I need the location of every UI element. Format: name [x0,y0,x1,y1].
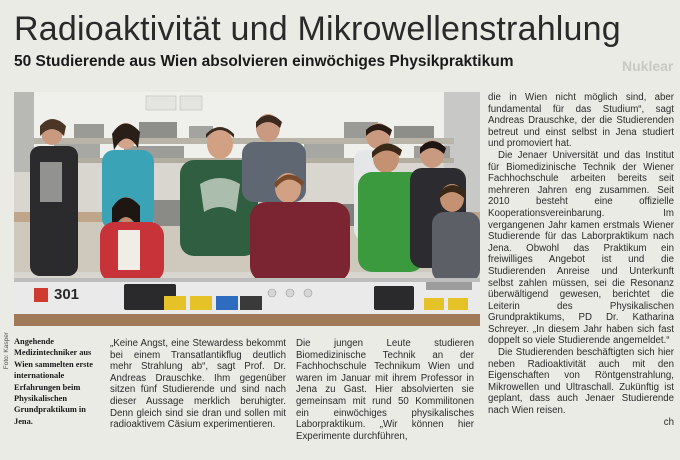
photo-credit: Foto: Kasper [3,332,10,370]
article-photo [14,92,480,326]
article-subtitle: 50 Studierende aus Wien absolvieren einwöchiges Physikpraktikum [14,53,514,70]
next-article-headline-fragment: Nuklear [622,58,674,74]
room-number-label: 301 [54,286,80,303]
paragraph: Die jungen Leute studieren Biomedizinische Technik an der Fachhochschule Technikum Wien und waren im Januar mit ihrem Professor in Jena zu Gast. Hier absolvierten sie gemeinsam mit rund 50 Kommilitonen ein einwöchiges physikalisches Laborpraktikum. „Wir können hier Experimente durchführen, [296,338,474,442]
column-end-mark: ch [663,416,674,428]
article-column-2 [296,338,474,442]
article-title: Radioaktivität und Mikrowellenstrahlung [14,10,621,48]
paragraph: die in Wien nicht möglich sind, aber fundamental für das Studium“, sagt Andreas Drauschke, der die Studierenden betreut und einst selbst in Jena studiert und promoviert hat. [488,92,674,150]
paragraph: „Keine Angst, eine Stewardess bekommt bei einem Transatlantikflug deutlich mehr Strahlung ab“, sagt Prof. Dr. Andreas Drauschke. Ihm gegenüber sitzen fünf Studierende und sind nach dieser Aussage merklich beruhigter. Denn gleich sind sie dran und sollen mit radioaktivem Cäsium experimentieren. [110,338,286,431]
photo-caption: Angehende Medizintechniker aus Wien sammelten erste internationale Erfahrungen beim Physikalischen Grundpraktikum in Jena. [14,337,93,426]
paragraph: Die Studierenden beschäftigten sich hier neben Radioaktivität auch mit den Eigenschaften von Röntgenstrahlung, Mikrowellen und Ultraschall. Zukünftig ist geplant, dass auch Jenaer Studierende nach Wien reisen. [488,347,674,417]
article-column-3 [488,92,674,428]
paragraph: Die Jenaer Universität und das Institut für Biomedizinische Technik der Wiener Fachhochschule arbeiten bereits seit mehreren Jahren eng zusammen. Seit 2010 besteht eine offizielle Kooperationsvereinbarung. Im vergangenen Jahr kamen erstmals Wiener Studierende für das Laborpraktikum nach Jena. Obwohl das Praktikum ein freiwilliges Angebot ist und die Studierenden Anreise und Unterkunft selbst zahlen müssen, sei die Resonanz überwältigend gewesen, berichtet die Leiterin des Physikalischen Grundpraktikums, PD Dr. Katharina Schreyer. „In diesem Jahr haben sich fast doppelt so viele Studierende angemeldet.“ [488,149,674,347]
article-column-1 [110,338,286,431]
